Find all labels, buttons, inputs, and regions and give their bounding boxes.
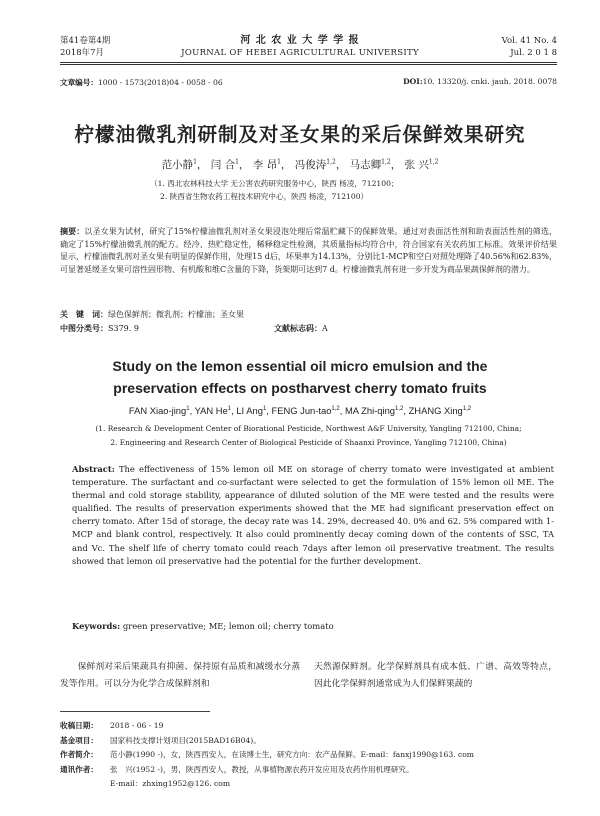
- date-en: Jul. 2 0 1 8: [510, 48, 557, 58]
- clc-value: S379. 9: [108, 324, 139, 333]
- clc-label: 中图分类号：: [60, 323, 108, 333]
- title-en-line: preservation effects on postharvest cherry tomato fruits: [113, 380, 487, 396]
- doc-code-value: A: [322, 324, 328, 333]
- abstract-en-text: The effectiveness of 15% lemon oil ME on storage of cherry tomato were investigated at ambient temperature. The surfactant and co-surfactant were selected to get the formulation of 15% lemon oil ME. The thermal and cold storage stability, appearance of diluted solution of the ME were tested and the results were qualified. The results of preservation experiments showed that the ME had significant preservation effect on cherry tomato. After 15d of storage, the decay rate was 14. 29%, decreased 40. 0% and 62. 5% compared with 1-MCP and blank control, respectively. It also could prominently decay coming down of the contents of SSC, TA and Vc. The shelf life of cherry tomato could reach 7days after lemon oil preservative treatment. The results showed that lemon oil preservative had the potential for the further development.: [72, 464, 554, 566]
- doi-value: 10. 13320/j. cnki. jauh. 2018. 0078: [422, 77, 557, 86]
- abstract-cn: [60, 225, 557, 276]
- author-en: LI Ang$^1$: [236, 405, 267, 416]
- abstract-en-label: Abstract:: [72, 464, 115, 474]
- affiliation-cn-line: （1. 西北农林科技大学 无公害农药研究服务中心，陕西 杨凌，712100；: [150, 179, 399, 188]
- abstract-cn-label: 摘要：: [60, 226, 85, 236]
- doc-code-label: 文献标志码：: [274, 323, 323, 333]
- doi: [403, 77, 557, 86]
- affiliations-en: [60, 422, 557, 450]
- footnote-rule: [60, 711, 210, 712]
- affiliation-cn-line: 2. 陕西省生物农药工程技术研究中心，陕西 杨凌，712100）: [160, 192, 369, 201]
- title-cn: 柠檬油微乳剂研制及对圣女果的采后保鲜效果研究: [74, 123, 526, 146]
- keywords-cn-label: 关 键 词：: [60, 309, 108, 319]
- author-en: ZHANG Xing$^{1,2}$: [408, 405, 472, 416]
- volume-issue-en: Vol. 41 No. 4: [501, 36, 557, 46]
- author-en: FENG Jun-tao$^{1,2}$: [271, 405, 340, 416]
- title-en-line: Study on the lemon essential oil micro emulsion and the: [112, 358, 488, 374]
- affiliation-en-line: (1. Research & Development Center of Biorational Pesticide, Northwest A&F University, Yangling 712100, China;: [95, 424, 522, 433]
- author-en: FAN Xiao-jing$^1$: [128, 405, 190, 416]
- article-number: [60, 77, 223, 88]
- footnote-received: 收稿日期： 2018 - 06 - 19: [60, 721, 164, 730]
- authors-cn: 范小静$^1$， 闫 合$^1$， 李 昂$^1$， 冯俊涛$^{1,2}$， 马志卿$^{1,2}$， 张 兴$^{1,2}$: [161, 158, 439, 171]
- author-cn: 张 兴$^{1,2}$: [404, 158, 439, 171]
- title-en: [0, 355, 600, 399]
- body-column-left: 保鲜剂对采后果蔬具有抑菌、保持原有品质和减缓水分蒸发等作用。可以分为化学合成保鲜剂和: [60, 662, 300, 689]
- author-cn: 范小静$^1$: [161, 158, 197, 171]
- article-number-value: 1000 - 1573(2018)04 - 0058 - 06: [97, 78, 223, 87]
- volume-issue-cn: 第41卷第4期: [60, 36, 111, 46]
- authors-en: FAN Xiao-jing$^1$, YAN He$^1$, LI Ang$^1$, FENG Jun-tao$^{1,2}$, MA Zhi-qing$^{1,2}$, ZHANG Xing$^{1,2}$: [128, 405, 472, 416]
- keywords-en-text: green preservative; ME; lemon oil; cherry tomato: [122, 621, 334, 631]
- abstract-en: [72, 463, 554, 568]
- author-cn: 冯俊涛$^{1,2}$: [294, 158, 336, 171]
- keywords-en-label: Keywords:: [72, 621, 121, 631]
- doi-label: DOI:: [403, 77, 423, 86]
- footnote-fund: 基金项目： 国家科技支撑计划项目(2015BAD16B04)。: [60, 735, 261, 745]
- keywords-cn: [60, 308, 557, 321]
- author-en: YAN He$^1$: [194, 405, 232, 416]
- journal-title-cn: 河 北 农 业 大 学 学 报: [240, 35, 360, 46]
- author-cn: 闫 合$^1$: [210, 158, 239, 171]
- footnote-email: E-mail：zhxing1952@126. com: [110, 779, 231, 789]
- abstract-cn-text: 以圣女果为试材，研究了15%柠檬油微乳剂对圣女果浸泡处理后常温贮藏下的保鲜效果。通过对表面活性剂和助表面活性剂的筛选，确定了15%柠檬油微乳剂的配方。经冷、热贮稳定性，稀释稳定性检测，其质量指标均符合中，符合国家有关农药加工标准。效果评价结果显示，柠檬油微乳剂对圣女果有明显的保鲜作用，处理15 d后，坏果率为14.13%，分别比1-MCP和空白对照处理降了40.56%和62.83%，可显著延缓圣女果可溶性固形物、有机酸和维C含量的下降，货架期可达到7 d。柠檬油微乳剂有进一步开发为商品果蔬保鲜剂的潜力。: [60, 227, 558, 274]
- classification: [60, 322, 557, 335]
- author-cn: 李 昂$^1$: [252, 158, 281, 171]
- body-column-right: 天然源保鲜剂。化学保鲜剂具有成本低、广谱、高效等特点，因此化学保鲜剂通常成为人们保鲜果蔬的: [314, 662, 557, 689]
- keywords-en: [72, 620, 554, 632]
- keywords-cn-text: 绿色保鲜剂；微乳剂；柠檬油；圣女果: [108, 310, 244, 319]
- affiliations-cn: [150, 177, 500, 203]
- author-cn: 马志卿$^{1,2}$: [349, 158, 391, 171]
- date-cn: 2018年7月: [60, 48, 105, 58]
- journal-title-en: JOURNAL OF HEBEI AGRICULTURAL UNIVERSITY: [181, 48, 419, 58]
- header-rule-bottom: [60, 64, 557, 65]
- footnote-author-bio: 作者简介： 范小静(1990 -)，女，陕西西安人，在读博士生，研究方向：农产品保鲜。E-mail：fanxj1990@163. com: [60, 750, 475, 760]
- header-rule-top: [60, 62, 557, 63]
- article-number-label: 文章编号：: [60, 78, 98, 87]
- affiliation-en-line: 2. Engineering and Research Center of Biological Pesticide of Shaanxi Province, Yangling 712100, China): [110, 438, 507, 447]
- footnote-corresponding: 通讯作者： 张 兴(1952 -)，男，陕西西安人，教授，从事植物源农药开发应用及农药作用机理研究。: [60, 764, 414, 774]
- author-en: MA Zhi-qing$^{1,2}$: [344, 405, 404, 416]
- footnotes: [60, 719, 557, 792]
